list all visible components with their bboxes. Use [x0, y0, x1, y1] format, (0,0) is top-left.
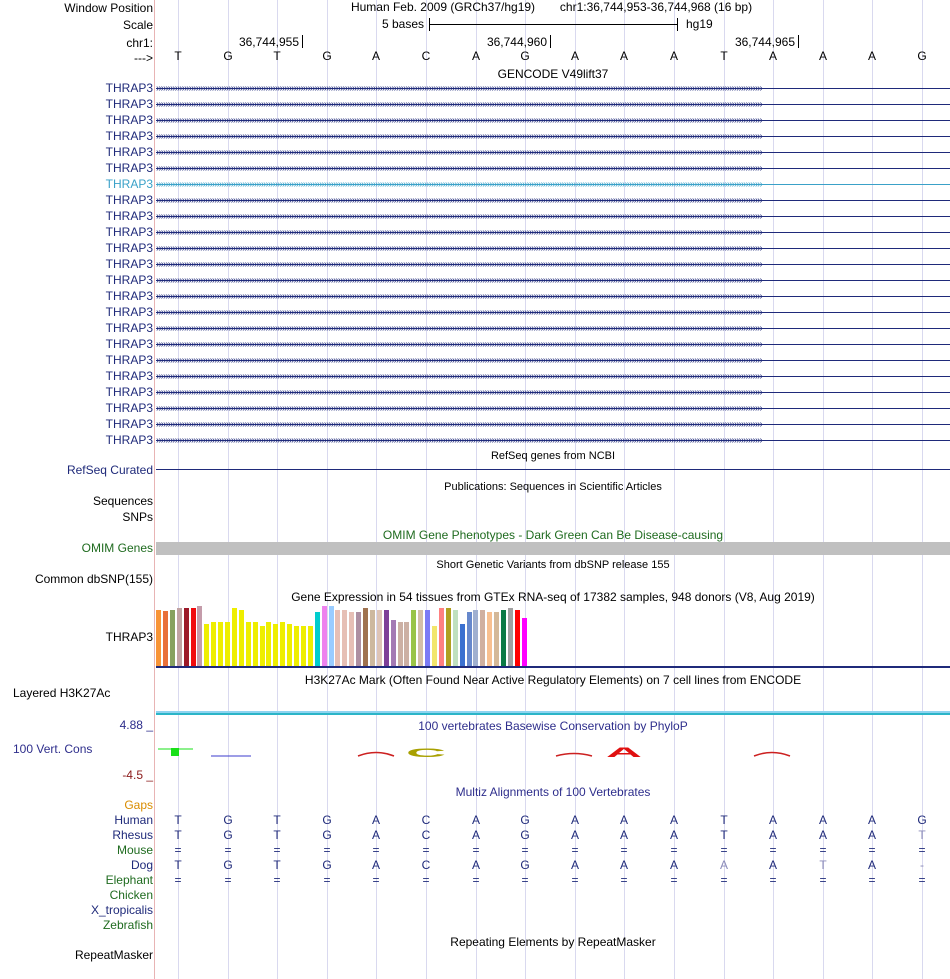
gtex-tissue-bar[interactable] [197, 606, 202, 666]
gtex-tissue-bar[interactable] [280, 622, 285, 666]
assembly-title: Human Feb. 2009 (GRCh37/hg19) [350, 0, 536, 14]
alignment-base: = [571, 843, 579, 857]
alignment-base: A [768, 813, 777, 827]
gtex-tissue-bar[interactable] [446, 608, 451, 666]
alignment-base: = [422, 873, 430, 887]
alignment-base: A [818, 813, 827, 827]
gtex-tissue-bar[interactable] [301, 626, 306, 666]
chr-label: chr1: [126, 36, 153, 50]
alignment-base: T [918, 828, 926, 842]
gencode-transcript-label[interactable]: THRAP3 [105, 305, 153, 319]
alignment-base: A [570, 858, 579, 872]
gtex-tissue-bar[interactable] [501, 610, 506, 666]
gtex-tissue-bar[interactable] [204, 624, 209, 666]
gtex-tissue-bar[interactable] [246, 622, 251, 666]
gtex-tissue-bar[interactable] [273, 624, 278, 666]
gtex-tissue-bar[interactable] [342, 610, 347, 666]
alignment-base: T [273, 828, 281, 842]
alignment-base: A [471, 813, 480, 827]
alignment-base: = [670, 843, 678, 857]
gencode-transcript-label[interactable]: THRAP3 [105, 417, 153, 431]
alignment-base: A [669, 828, 678, 842]
gencode-transcript-label[interactable]: THRAP3 [105, 129, 153, 143]
ruler-tick [550, 35, 551, 48]
ruler-tick [798, 35, 799, 48]
snps-label[interactable]: SNPs [122, 510, 153, 524]
gtex-tissue-bar[interactable] [363, 608, 368, 666]
gtex-tissue-bar[interactable] [398, 622, 403, 666]
sequence-base: T [174, 49, 182, 63]
alignment-base: G [520, 858, 530, 872]
alignment-base: A [669, 858, 678, 872]
common-dbsnp-label[interactable]: Common dbSNP(155) [34, 572, 153, 586]
gtex-tissue-bar[interactable] [218, 622, 223, 666]
alignment-base: = [769, 843, 777, 857]
alignment-base: = [918, 873, 926, 887]
ruler-tick-label: 36,744,965 [734, 35, 795, 49]
gencode-strand-arrows: ›››››››››››››››››››››››››››››››››››››››››››››››››››››››››››››››››››››››››››››››››››››››››››››››››››››››››››››››››››››››››››››››››››››››››››››››››››››››››››››››››››››››››››››››››››››››››››››››››››››››››››››››››››››››››››››››››››››››››››››››››››››››››››››››››››› [156, 324, 762, 333]
gtex-title: Gene Expression in 54 tissues from GTEx RNA-seq of 17382 samples, 948 donors (V8, Aug 2019) [291, 590, 815, 604]
refseq-gene-line[interactable] [156, 469, 950, 470]
gencode-strand-arrows: ›››››››››››››››››››››››››››››››››››››››››››››››››››››››››››››››››››››››››››››››››››››››››››››››››››››››››››››››››››››››››››››››››››››››››››››››››››››››››››››››››››››››››››››››››››››››››››››››››››››››››››››››››››››››››››››››››››››››››››››››››››››››››››››››››››› [156, 212, 762, 221]
alignment-base: C [421, 828, 431, 842]
alignment-base: G [322, 858, 332, 872]
gencode-transcript-label[interactable]: THRAP3 [105, 161, 153, 175]
alignment-base: = [224, 843, 232, 857]
position-title: chr1:36,744,953-36,744,968 (16 bp) [559, 0, 753, 14]
publications-title: Publications: Sequences in Scientific Articles [444, 481, 662, 493]
alignment-base: = [620, 843, 628, 857]
gtex-tissue-bar[interactable] [191, 608, 196, 666]
gtex-tissue-bar[interactable] [156, 610, 161, 666]
alignment-base: - [920, 858, 924, 872]
gencode-transcript-label[interactable]: THRAP3 [105, 97, 153, 111]
alignment-base: G [223, 858, 233, 872]
gtex-tissue-bar[interactable] [287, 624, 292, 666]
gencode-strand-arrows: ›››››››››››››››››››››››››››››››››››››››››››››››››››››››››››››››››››››››››››››››››››››››››››››››››››››››››››››››››››››››››››››››››››››››››››››››››››››››››››››››››››››››››››››››››››››››››››››››››››››››››››››››››››››››››››››››››››››››››››››››››››››››››››››››››››› [156, 340, 762, 349]
gencode-transcript-label[interactable]: THRAP3 [105, 257, 153, 271]
refseq-label[interactable]: RefSeq Curated [66, 463, 153, 477]
sequence-base: A [768, 49, 777, 63]
scale-text: 5 bases [381, 17, 425, 31]
alignment-base: A [818, 828, 827, 842]
ruler-tick [302, 35, 303, 48]
gencode-transcript-label[interactable]: THRAP3 [105, 321, 153, 335]
alignment-base: = [472, 843, 480, 857]
gtex-tissue-bar[interactable] [308, 626, 313, 666]
gencode-strand-arrows: ›››››››››››››››››››››››››››››››››››››››››››››››››››››››››››››››››››››››››››››››››››››››››››››››››››››››››››››››››››››››››››››››››››››››››››››››››››››››››››››››››››››››››››››››››››››››››››››››››››››››››››››››››››››››››››››››››››››››››››››››››››››››››››››››››››› [156, 388, 762, 397]
gtex-tissue-bar[interactable] [370, 610, 375, 666]
gencode-strand-arrows: ›››››››››››››››››››››››››››››››››››››››››››››››››››››››››››››››››››››››››››››››››››››››››››››››››››››››››››››››››››››››››››››››››››››››››››››››››››››››››››››››››››››››››››››››››››››››››››››››››››››››››››››››››››››››››››››››››››››››››››››››››››››››››››››››››››› [156, 372, 762, 381]
gencode-transcript-label[interactable]: THRAP3 [105, 209, 153, 223]
species-label[interactable]: X_tropicalis [90, 903, 153, 917]
gencode-strand-arrows: ›››››››››››››››››››››››››››››››››››››››››››››››››››››››››››››››››››››››››››››››››››››››››››››››››››››››››››››››››››››››››››››››››››››››››››››››››››››››››››››››››››››››››››››››››››››››››››››››››››››››››››››››››››››››››››››››››››››››››››››››››››››››››››››››››››› [156, 356, 762, 365]
gencode-transcript-label[interactable]: THRAP3 [105, 369, 153, 383]
sequence-base: G [223, 49, 233, 63]
alignment-base: A [768, 858, 777, 872]
gencode-transcript-label[interactable]: THRAP3 [105, 241, 153, 255]
sequence-base: T [273, 49, 281, 63]
refseq-title: RefSeq genes from NCBI [490, 450, 616, 462]
gtex-tissue-bar[interactable] [515, 610, 520, 666]
alignment-base: = [323, 873, 331, 887]
gtex-tissue-bar[interactable] [315, 612, 320, 666]
alignment-base: A [619, 828, 628, 842]
alignment-base: = [422, 843, 430, 857]
gtex-tissue-bar[interactable] [384, 610, 389, 666]
alignment-base: A [768, 828, 777, 842]
alignment-base: = [819, 843, 827, 857]
gencode-strand-arrows: ›››››››››››››››››››››››››››››››››››››››››››››››››››››››››››››››››››››››››››››››››››››››››››››››››››››››››››››››››››››››››››››››››››››››››››››››››››››››››››››››››››››››››››››››››››››››››››››››››››››››››››››››››››››››››››››››››››››››››››››››››››››››››››››››››››› [156, 420, 762, 429]
alignment-base: = [720, 843, 728, 857]
ruler-tick-label: 36,744,960 [486, 35, 547, 49]
phylop-arc-3 [754, 753, 790, 757]
omim-gene-bar[interactable] [156, 542, 950, 555]
gencode-transcript-label[interactable]: THRAP3 [105, 385, 153, 399]
gencode-strand-arrows: ›››››››››››››››››››››››››››››››››››››››››››››››››››››››››››››››››››››››››››››››››››››››››››››››››››››››››››››››››››››››››››››››››››››››››››››››››››››››››››››››››››››››››››››››››››››››››››››››››››››››››››››››››››››››››››››››››››››››››››››››››››››››››››››››››››› [156, 260, 762, 269]
gencode-strand-arrows: ›››››››››››››››››››››››››››››››››››››››››››››››››››››››››››››››››››››››››››››››››››››››››››››››››››››››››››››››››››››››››››››››››››››››››››››››››››››››››››››››››››››››››››››››››››››››››››››››››››››››››››››››››››››››››››››››››››››››››››››››››››››››››››››››››››› [156, 228, 762, 237]
gtex-tissue-bar[interactable] [225, 622, 230, 666]
gtex-tissue-bar[interactable] [467, 612, 472, 666]
gencode-transcript-label[interactable]: THRAP3 [105, 193, 153, 207]
species-label[interactable]: Dog [130, 858, 153, 872]
gtex-tissue-bar[interactable] [356, 612, 361, 666]
gencode-transcript-label[interactable]: THRAP3 [105, 113, 153, 127]
species-label[interactable]: Chicken [109, 888, 153, 902]
scale-bar-left-cap [429, 18, 430, 31]
alignment-base: = [372, 873, 380, 887]
gtex-tissue-bar[interactable] [253, 622, 258, 666]
alignment-base: = [918, 843, 926, 857]
alignment-base: G [520, 828, 530, 842]
gencode-strand-arrows: ›››››››››››››››››››››››››››››››››››››››››››››››››››››››››››››››››››››››››››››››››››››››››››››››››››››››››››››››››››››››››››››››››››››››››››››››››››››››››››››››››››››››››››››››››››››››››››››››››››››››››››››››››››››››››››››››››››››››››››››››››››››››››››››››››››› [156, 84, 762, 93]
repeatmasker-title: Repeating Elements by RepeatMasker [450, 935, 656, 949]
gtex-baseline [156, 666, 950, 668]
alignment-base: = [174, 873, 182, 887]
phylop-wiggle[interactable] [156, 738, 950, 788]
gencode-strand-arrows: ›››››››››››››››››››››››››››››››››››››››››››››››››››››››››››››››››››››››››››››››››››››››››››››››››››››››››››››››››››››››››››››››››››››››››››››››››››››››››››››››››››››››››››››››››››››››››››››››››››››››››››››››››››››››››››››››››››››››››››››››››››››››››››››››››››› [156, 436, 762, 445]
gtex-gene-label[interactable]: THRAP3 [105, 630, 153, 644]
alignment-base: A [867, 828, 876, 842]
phylop-letter-C: C [406, 746, 448, 760]
alignment-base: = [372, 843, 380, 857]
gencode-strand-arrows: ›››››››››››››››››››››››››››››››››››››››››››››››››››››››››››››››››››››››››››››››››››››››››››››››››››››››››››››››››››››››››››››››››››››››››››››››››››››››››››››››››››››››››››››››››››››››››››››››››››››››››››››››››››››››››››››››››››››››››››››››››››››››››››››››››››› [156, 132, 762, 141]
db-name: hg19 [686, 17, 713, 31]
alignment-base: A [471, 858, 480, 872]
alignment-base: T [174, 858, 182, 872]
alignment-base: T [273, 813, 281, 827]
alignment-base: T [819, 858, 827, 872]
phylop-arc-1 [358, 753, 394, 757]
alignment-base: A [371, 813, 380, 827]
gtex-expression-bars[interactable] [156, 603, 950, 666]
alignment-base: A [619, 858, 628, 872]
alignment-base: G [917, 813, 927, 827]
gencode-strand-arrows: ›››››››››››››››››››››››››››››››››››››››››››››››››››››››››››››››››››››››››››››››››››››››››››››››››››››››››››››››››››››››››››››››››››››››››››››››››››››››››››››››››››››››››››››››››››››››››››››››››››››››››››››››››››››››››››››››››››››››››››››››››››››››››››››››››››› [156, 116, 762, 125]
sequence-base: C [421, 49, 431, 63]
gencode-strand-arrows: ›››››››››››››››››››››››››››››››››››››››››››››››››››››››››››››››››››››››››››››››››››››››››››››››››››››››››››››››››››››››››››››››››››››››››››››››››››››››››››››››››››››››››››››››››››››››››››››››››››››››››››››››››››››››››››››››››››››››››››››››››››››››››››››››››››› [156, 276, 762, 285]
phylop-track-label[interactable]: 100 Vert. Cons [13, 742, 93, 756]
alignment-base: = [323, 843, 331, 857]
gencode-strand-arrows: ›››››››››››››››››››››››››››››››››››››››››››››››››››››››››››››››››››››››››››››››››››››››››››››››››››››››››››››››››››››››››››››››››››››››››››››››››››››››››››››››››››››››››››››››››››››››››››››››››››››››››››››››››››››››››››››››››››››››››››››››››››››››››››››››››››› [156, 292, 762, 301]
gtex-tissue-bar[interactable] [404, 622, 409, 666]
alignment-base: T [174, 813, 182, 827]
alignment-base: = [521, 873, 529, 887]
alignment-base: T [273, 858, 281, 872]
gtex-tissue-bar[interactable] [211, 622, 216, 666]
sequence-base: A [867, 49, 876, 63]
alignment-base: = [521, 843, 529, 857]
phylop-letter-A: A [606, 744, 642, 760]
alignment-base: A [371, 828, 380, 842]
label-separator [154, 0, 155, 979]
gencode-strand-arrows: ›››››››››››››››››››››››››››››››››››››››››››››››››››››››››››››››››››››››››››››››››››››››››››››››››››››››››››››››››››››››››››››››››››››››››››››››››››››››››››››››››››››››››››››››››››››››››››››››››››››››››››››››››››››››››››››››››››››››››››››››››››››››››››››››››››› [156, 244, 762, 253]
alignment-base: A [471, 828, 480, 842]
gtex-tissue-bar[interactable] [163, 611, 168, 666]
alignment-base: A [867, 858, 876, 872]
gtex-tissue-bar[interactable] [239, 610, 244, 666]
gencode-strand-arrows: ›››››››››››››››››››››››››››››››››››››››››››››››››››››››››››››››››››››››››››››››››››››››››››››››››››››››››››››››››››››››››››››››››››››››››››››››››››››››››››››››››››››››››››››››››››››››››››››››››››››››››››››››››››››››››››››››››››››››››››››››››››››››››››››››››››› [156, 180, 762, 189]
sequence-base: A [619, 49, 628, 63]
gtex-tissue-bar[interactable] [425, 610, 430, 666]
alignment-base: = [868, 843, 876, 857]
gaps-label[interactable]: Gaps [124, 798, 153, 812]
alignment-base: = [174, 843, 182, 857]
alignment-base: = [620, 873, 628, 887]
alignment-base: = [273, 873, 281, 887]
alignment-base: = [670, 873, 678, 887]
sequence-base: G [520, 49, 530, 63]
gencode-transcript-label[interactable]: THRAP3 [105, 401, 153, 415]
gtex-tissue-bar[interactable] [473, 610, 478, 666]
gtex-tissue-bar[interactable] [170, 610, 175, 666]
gencode-transcript-label[interactable]: THRAP3 [105, 81, 153, 95]
species-label[interactable]: Mouse [116, 843, 153, 857]
alignment-base: = [273, 843, 281, 857]
gencode-strand-arrows: ›››››››››››››››››››››››››››››››››››››››››››››››››››››››››››››››››››››››››››››››››››››››››››››››››››››››››››››››››››››››››››››››››››››››››››››››››››››››››››››››››››››››››››››››››››››››››››››››››››››››››››››››››››››››››››››››››››››››››››››››››››››››››››››››››››› [156, 196, 762, 205]
alignment-base: A [719, 858, 728, 872]
gtex-tissue-bar[interactable] [508, 608, 513, 666]
strand-label: ---> [134, 51, 153, 65]
gencode-strand-arrows: ›››››››››››››››››››››››››››››››››››››››››››››››››››››››››››››››››››››››››››››››››››››››››››››››››››››››››››››››››››››››››››››››››››››››››››››››››››››››››››››››››››››››››››››››››››››››››››››››››››››››››››››››››››››››››››››››››››››››››››››››››››››››››››››››››››› [156, 308, 762, 317]
alignment-base: = [472, 873, 480, 887]
phylop-max-label: 4.88 _ [119, 718, 153, 732]
alignment-base: = [224, 873, 232, 887]
gtex-tissue-bar[interactable] [460, 624, 465, 666]
alignment-base: C [421, 858, 431, 872]
gtex-tissue-bar[interactable] [418, 610, 423, 666]
alignment-base: G [322, 813, 332, 827]
alignment-base: G [520, 813, 530, 827]
gtex-tissue-bar[interactable] [494, 612, 499, 666]
gencode-transcript-label[interactable]: THRAP3 [105, 353, 153, 367]
dbsnp-title: Short Genetic Variants from dbSNP release 155 [436, 559, 670, 571]
ruler-tick-label: 36,744,955 [238, 35, 299, 49]
alignment-base: G [223, 813, 233, 827]
gtex-tissue-bar[interactable] [522, 618, 527, 666]
alignment-base: T [720, 828, 728, 842]
phylop-min-label: -4.5 _ [122, 768, 153, 782]
gtex-tissue-bar[interactable] [294, 626, 299, 666]
gencode-strand-arrows: ›››››››››››››››››››››››››››››››››››››››››››››››››››››››››››››››››››››››››››››››››››››››››››››››››››››››››››››››››››››››››››››››››››››››››››››››››››››››››››››››››››››››››››››››››››››››››››››››››››››››››››››››››››››››››››››››››››››››››››››››››››››››››››››››››››› [156, 164, 762, 173]
sequence-base: T [720, 49, 728, 63]
sequence-base: A [818, 49, 827, 63]
gtex-tissue-bar[interactable] [439, 608, 444, 666]
alignment-base: G [322, 828, 332, 842]
gtex-tissue-bar[interactable] [377, 610, 382, 666]
gtex-tissue-bar[interactable] [335, 610, 340, 666]
phylop-arc-2 [556, 754, 592, 757]
track-display[interactable] [156, 0, 950, 979]
alignment-base: = [720, 873, 728, 887]
sequence-base: A [570, 49, 579, 63]
gencode-transcript-label[interactable]: THRAP3 [105, 177, 153, 191]
gtex-tissue-bar[interactable] [322, 606, 327, 666]
omim-label[interactable]: OMIM Genes [81, 541, 153, 555]
gtex-tissue-bar[interactable] [391, 620, 396, 666]
gtex-tissue-bar[interactable] [177, 608, 182, 666]
alignment-base: = [868, 873, 876, 887]
gencode-transcript-label[interactable]: THRAP3 [105, 289, 153, 303]
gencode-transcript-label[interactable]: THRAP3 [105, 225, 153, 239]
alignment-base: = [819, 873, 827, 887]
multiz-title: Multiz Alignments of 100 Vertebrates [455, 785, 651, 799]
alignment-base: A [570, 828, 579, 842]
alignment-base: T [720, 813, 728, 827]
gtex-tissue-bar[interactable] [260, 626, 265, 666]
sequence-base: G [322, 49, 332, 63]
gtex-tissue-bar[interactable] [266, 622, 271, 666]
gtex-tissue-bar[interactable] [411, 610, 416, 666]
scale-bar-right-cap [677, 18, 678, 31]
gencode-transcript-label[interactable]: THRAP3 [105, 337, 153, 351]
alignment-base: = [571, 873, 579, 887]
gtex-tissue-bar[interactable] [232, 608, 237, 666]
window-position-label: Window Position [64, 1, 153, 15]
gencode-title: GENCODE V49lift37 [497, 67, 609, 81]
repeatmasker-label[interactable]: RepeatMasker [74, 948, 153, 962]
alignment-base: C [421, 813, 431, 827]
gtex-tissue-bar[interactable] [184, 608, 189, 666]
gtex-tissue-bar[interactable] [349, 612, 354, 666]
sequence-base: A [669, 49, 678, 63]
sequence-base: A [471, 49, 480, 63]
sequences-label[interactable]: Sequences [92, 494, 153, 508]
alignment-base: A [371, 858, 380, 872]
alignment-base: = [769, 873, 777, 887]
species-label[interactable]: Zebrafish [102, 918, 153, 932]
alignment-base: G [223, 828, 233, 842]
gtex-tissue-bar[interactable] [329, 606, 334, 666]
scale-bar [429, 24, 677, 25]
gtex-tissue-bar[interactable] [487, 612, 492, 666]
h3k27ac-title: H3K27Ac Mark (Often Found Near Active Regulatory Elements) on 7 cell lines from ENCODE [304, 673, 802, 687]
alignment-base: A [619, 813, 628, 827]
species-label[interactable]: Elephant [105, 873, 153, 887]
h3k27ac-label[interactable]: Layered H3K27Ac [13, 686, 111, 700]
species-label[interactable]: Human [114, 813, 153, 827]
gencode-transcript-label[interactable]: THRAP3 [105, 433, 153, 447]
phylop-title: 100 vertebrates Basewise Conservation by PhyloP [418, 719, 688, 733]
omim-title: OMIM Gene Phenotypes - Dark Green Can Be Disease-causing [382, 528, 724, 542]
gtex-tissue-bar[interactable] [432, 626, 437, 666]
gtex-tissue-bar[interactable] [480, 610, 485, 666]
sequence-base: A [371, 49, 380, 63]
species-label[interactable]: Rhesus [112, 828, 153, 842]
gtex-tissue-bar[interactable] [453, 610, 458, 666]
alignment-base: A [570, 813, 579, 827]
gencode-transcript-label[interactable]: THRAP3 [105, 145, 153, 159]
gencode-strand-arrows: ›››››››››››››››››››››››››››››››››››››››››››››››››››››››››››››››››››››››››››››››››››››››››››››››››››››››››››››››››››››››››››››››››››››››››››››››››››››››››››››››››››››››››››››››››››››››››››››››››››››››››››››››››››››››››››››››››››››››››››››››››››››››››››››››››››› [156, 100, 762, 109]
gencode-strand-arrows: ›››››››››››››››››››››››››››››››››››››››››››››››››››››››››››››››››››››››››››››››››››››››››››››››››››››››››››››››››››››››››››››››››››››››››››››››››››››››››››››››››››››››››››››››››››››››››››››››››››››››››››››››››››››››››››››››››››››››››››››››››››››››››››››››››››› [156, 404, 762, 413]
gencode-strand-arrows: ›››››››››››››››››››››››››››››››››››››››››››››››››››››››››››››››››››››››››››››››››››››››››››››››››››››››››››››››››››››››››››››››››››››››››››››››››››››››››››››››››››››››››››››››››››››››››››››››››››››››››››››››››››››››››››››››››››››››››››››››››››››››››››››››››››› [156, 148, 762, 157]
scale-label: Scale [122, 18, 153, 32]
alignment-base: A [669, 813, 678, 827]
h3k27ac-signal-base [156, 713, 950, 715]
sequence-base: G [917, 49, 927, 63]
gencode-transcript-label[interactable]: THRAP3 [105, 273, 153, 287]
alignment-base: A [867, 813, 876, 827]
alignment-base: T [174, 828, 182, 842]
